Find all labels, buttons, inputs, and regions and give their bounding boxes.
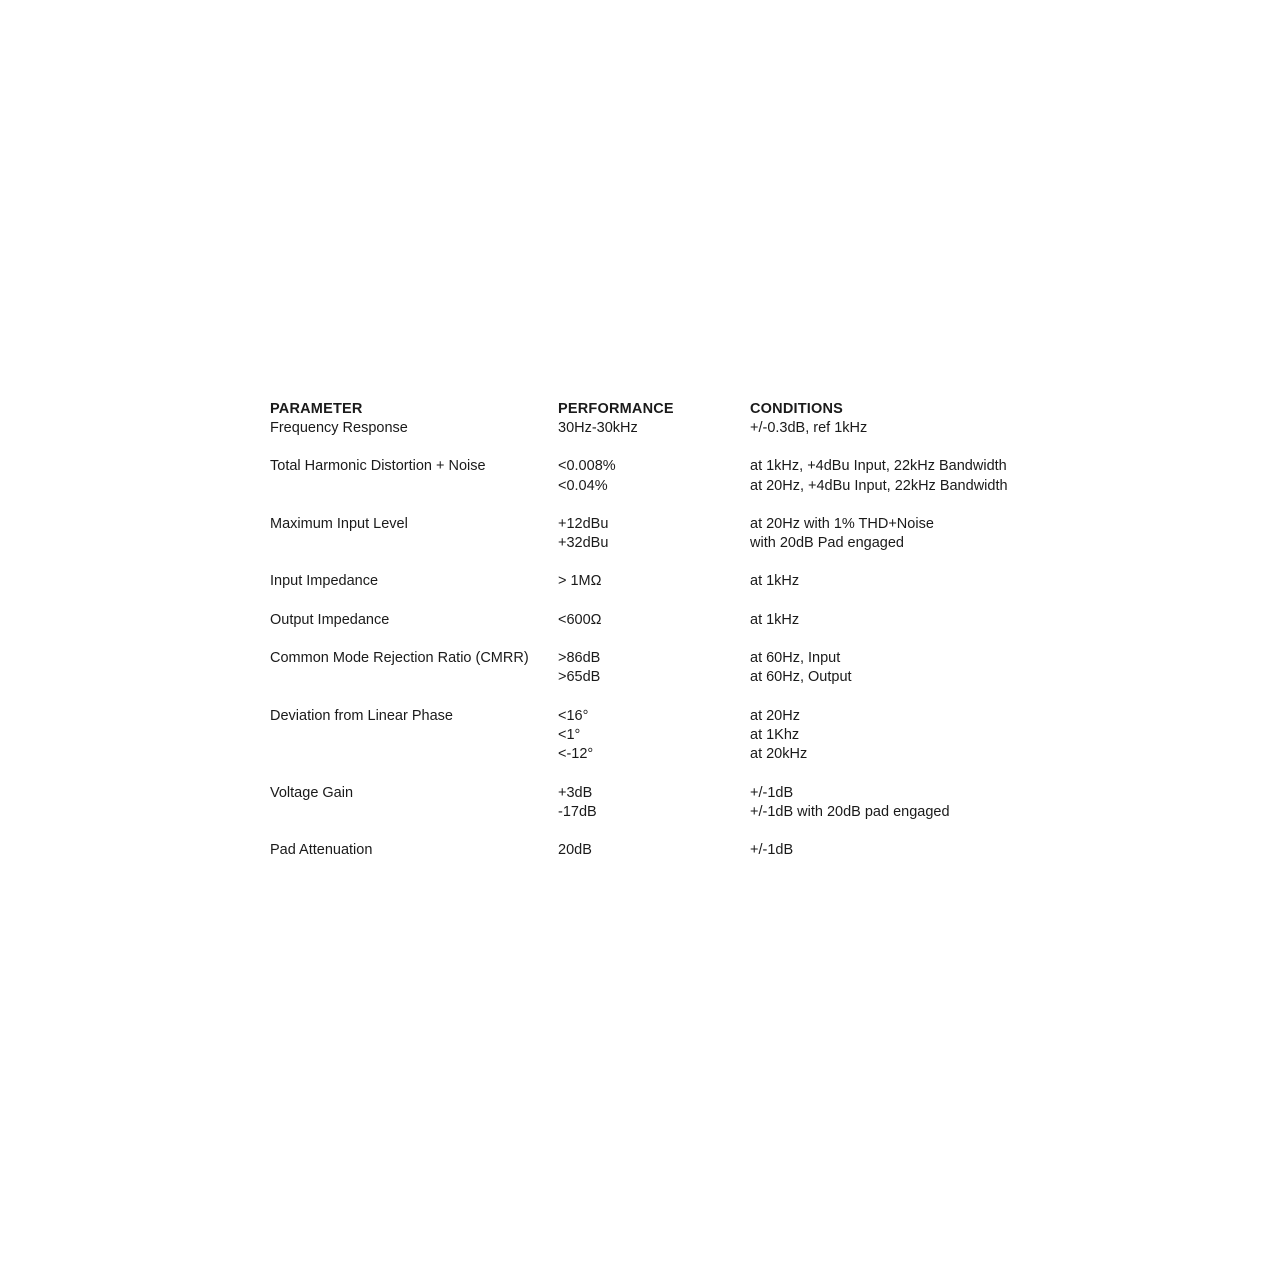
parameter-label: Output Impedance (270, 611, 390, 628)
parameter-label: Voltage Gain (270, 784, 354, 801)
performance-value: <0.04% (558, 477, 608, 494)
table-row (270, 572, 1070, 591)
performance-cell (558, 611, 750, 630)
table-row (270, 515, 1070, 554)
table-row (270, 649, 1070, 688)
table-header (270, 400, 1070, 419)
performance-value: > 1MΩ (558, 573, 602, 590)
table-row (270, 784, 1070, 823)
performance-value: >65dB (558, 669, 601, 686)
conditions-cell (750, 649, 1070, 688)
performance-cell (558, 457, 750, 496)
conditions-cell (750, 419, 1070, 438)
performance-value: >86dB (558, 650, 601, 667)
conditions-cell (750, 572, 1070, 591)
table-row (270, 707, 1070, 765)
table-row (270, 611, 1070, 630)
performance-value: <16° (558, 707, 589, 724)
header-conditions: CONDITIONS (750, 401, 844, 417)
performance-value: -17dB (558, 803, 597, 820)
condition-value: at 20Hz (750, 707, 800, 724)
performance-cell (558, 572, 750, 591)
performance-value: 30Hz-30kHz (558, 420, 638, 436)
conditions-cell (750, 707, 1070, 765)
condition-value: at 1kHz, +4dBu Input, 22kHz Bandwidth (750, 458, 1007, 475)
parameter-cell (270, 707, 558, 726)
parameter-cell (270, 611, 558, 630)
parameter-cell (270, 515, 558, 534)
performance-value: <600Ω (558, 611, 602, 628)
condition-value: at 1Khz (750, 726, 800, 743)
condition-value: with 20dB Pad engaged (750, 535, 904, 552)
conditions-cell (750, 611, 1070, 630)
parameter-cell (270, 841, 558, 860)
conditions-cell (750, 457, 1070, 496)
condition-value: at 20Hz with 1% THD+Noise (750, 515, 934, 532)
performance-cell (558, 784, 750, 823)
performance-value: +32dBu (558, 535, 609, 552)
condition-value: +/-0.3dB, ref 1kHz (750, 420, 868, 436)
table-row (270, 457, 1070, 496)
condition-value: +/-1dB with 20dB pad engaged (750, 803, 950, 820)
condition-value: at 20kHz (750, 746, 808, 763)
header-performance: PERFORMANCE (558, 401, 674, 417)
conditions-cell (750, 515, 1070, 554)
performance-cell (558, 841, 750, 860)
parameter-cell (270, 457, 558, 476)
performance-value: +3dB (558, 784, 593, 801)
condition-value: at 60Hz, Output (750, 669, 852, 686)
parameter-cell (270, 572, 558, 591)
parameter-label: Maximum Input Level (270, 515, 408, 532)
parameter-label: Pad Attenuation (270, 842, 373, 859)
parameter-cell (270, 649, 558, 668)
performance-value: <0.008% (558, 458, 616, 475)
parameter-cell (270, 419, 558, 438)
condition-value: at 1kHz (750, 611, 800, 628)
parameter-label: Frequency Response (270, 420, 408, 436)
condition-value: at 1kHz (750, 573, 800, 590)
performance-value: <-12° (558, 746, 594, 763)
performance-cell (558, 515, 750, 554)
spec-table (270, 400, 1070, 879)
table-row (270, 841, 1070, 860)
performance-cell (558, 419, 750, 438)
parameter-cell (270, 784, 558, 803)
parameter-label: Deviation from Linear Phase (270, 707, 453, 724)
condition-value: at 60Hz, Input (750, 650, 841, 667)
conditions-cell (750, 841, 1070, 860)
condition-value: +/-1dB (750, 784, 794, 801)
parameter-label: Common Mode Rejection Ratio (CMRR) (270, 650, 529, 667)
parameter-label: Total Harmonic Distortion + Noise (270, 458, 486, 475)
performance-cell (558, 707, 750, 765)
performance-value: <1° (558, 726, 581, 743)
table-row (270, 419, 1070, 438)
parameter-label: Input Impedance (270, 573, 379, 590)
condition-value: at 20Hz, +4dBu Input, 22kHz Bandwidth (750, 477, 1008, 494)
performance-value: +12dBu (558, 515, 609, 532)
conditions-cell (750, 784, 1070, 823)
condition-value: +/-1dB (750, 842, 794, 859)
performance-cell (558, 649, 750, 688)
header-parameter: PARAMETER (270, 401, 363, 417)
table-body (270, 419, 1070, 860)
performance-value: 20dB (558, 842, 592, 859)
